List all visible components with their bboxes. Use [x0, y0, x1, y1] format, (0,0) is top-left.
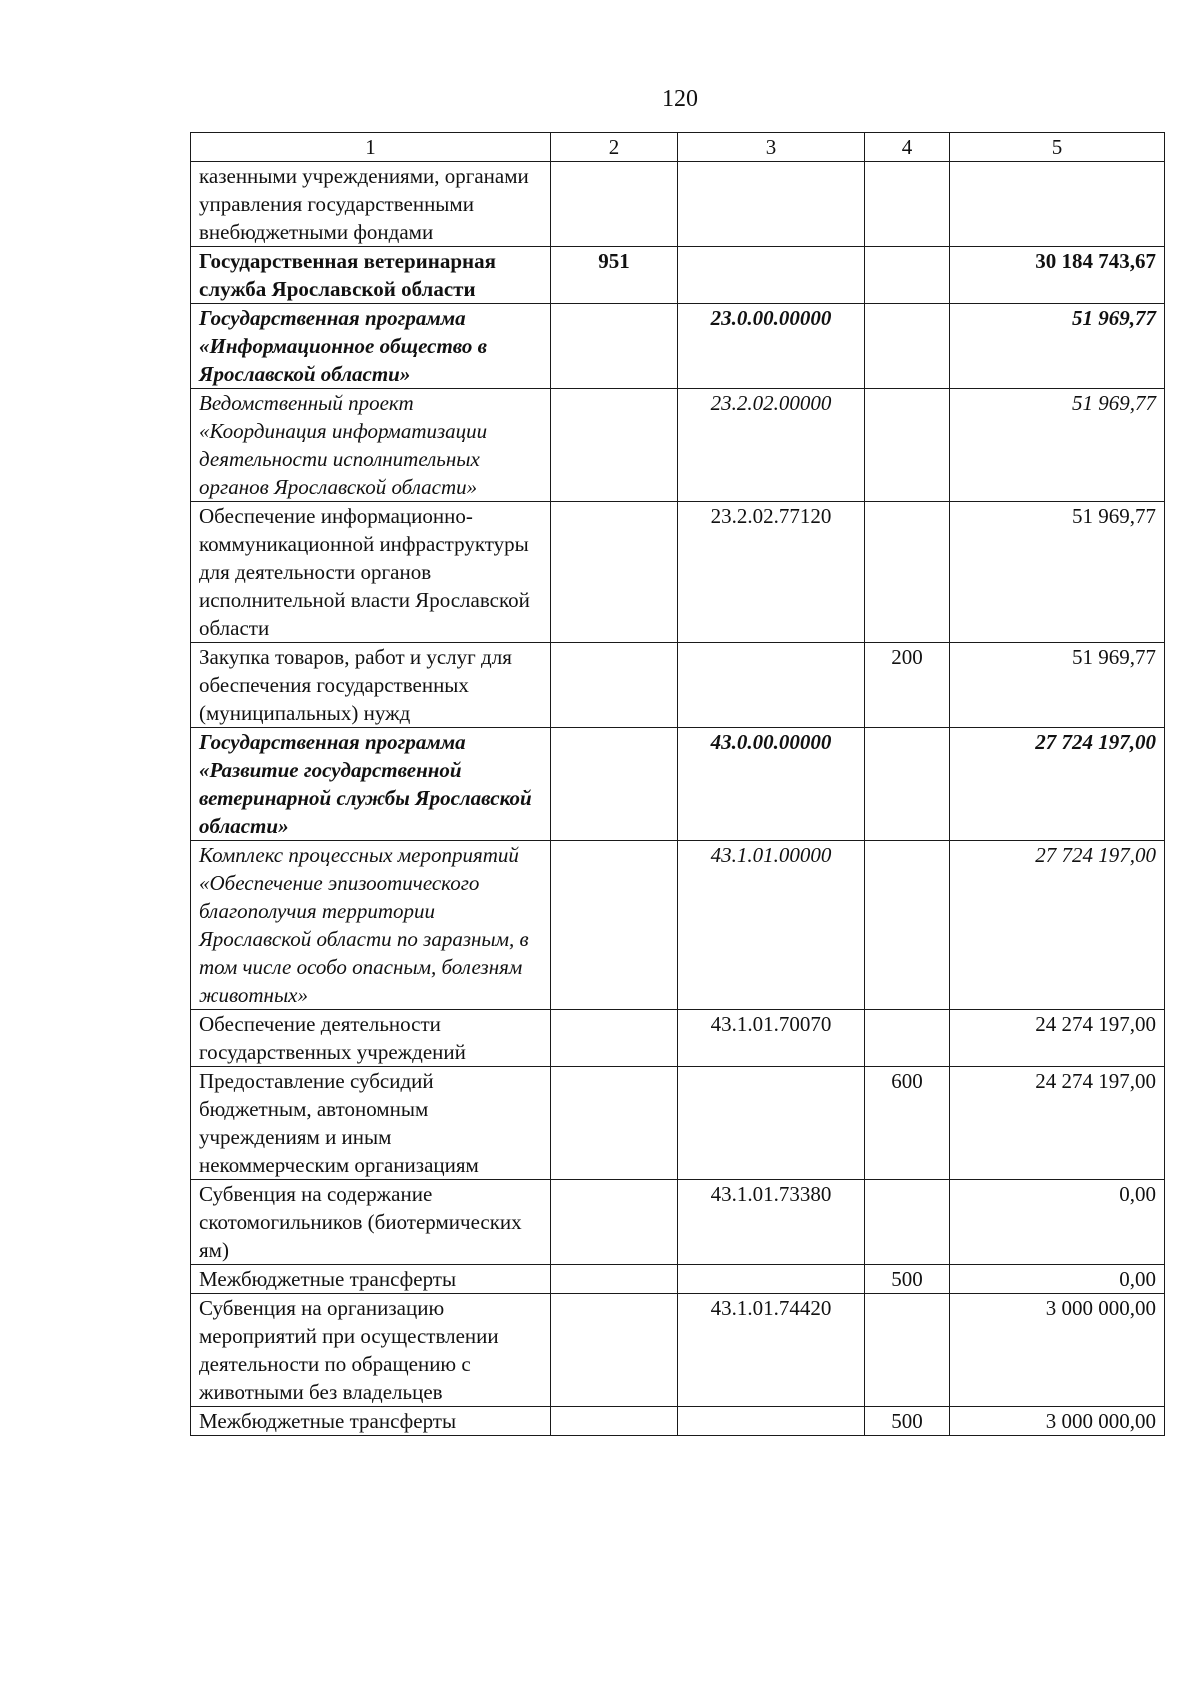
- table-row: [191, 1265, 1165, 1294]
- header-col-1: 1: [191, 133, 551, 162]
- row-target-article-cell: 43.0.00.00000: [678, 728, 865, 841]
- row-name-cell: Межбюджетные трансферты: [191, 1407, 551, 1436]
- row-target-article-cell: 23.2.02.00000: [678, 389, 865, 502]
- row-expense-type-cell: [865, 1010, 950, 1067]
- row-name-cell: Комплекс процессных мероприятий «Обеспечение эпизоотического благополучия территории Ярославской области по заразным, в том числе особо опасным, болезням животных»: [191, 841, 551, 1010]
- table-row: [191, 162, 1165, 247]
- header-col-4: 4: [865, 133, 950, 162]
- row-target-article-cell: [678, 1067, 865, 1180]
- row-amount-cell: 0,00: [950, 1180, 1165, 1265]
- header-col-5: 5: [950, 133, 1165, 162]
- table-row: [191, 728, 1165, 841]
- row-expense-type-cell: [865, 1180, 950, 1265]
- row-amount-cell: 24 274 197,00: [950, 1010, 1165, 1067]
- row-department-code-cell: [551, 841, 678, 1010]
- row-amount-cell: 51 969,77: [950, 389, 1165, 502]
- row-name-cell: Обеспечение информационно-коммуникационной инфраструктуры для деятельности органов исполнительной власти Ярославской области: [191, 502, 551, 643]
- row-target-article-cell: 43.1.01.73380: [678, 1180, 865, 1265]
- row-name-cell: Субвенция на организацию мероприятий при осуществлении деятельности по обращению с животными без владельцев: [191, 1294, 551, 1407]
- header-col-3: 3: [678, 133, 865, 162]
- row-department-code-cell: [551, 643, 678, 728]
- table-body: [191, 133, 1165, 1436]
- row-target-article-cell: [678, 162, 865, 247]
- row-target-article-cell: [678, 1407, 865, 1436]
- row-target-article-cell: [678, 643, 865, 728]
- row-expense-type-cell: [865, 247, 950, 304]
- row-name-cell: Закупка товаров, работ и услуг для обеспечения государственных (муниципальных) нужд: [191, 643, 551, 728]
- row-name-cell: Государственная ветеринарная служба Ярославской области: [191, 247, 551, 304]
- row-expense-type-cell: [865, 389, 950, 502]
- row-amount-cell: 3 000 000,00: [950, 1294, 1165, 1407]
- row-target-article-cell: [678, 1265, 865, 1294]
- table-row: [191, 1180, 1165, 1265]
- table-row: [191, 502, 1165, 643]
- row-expense-type-cell: [865, 162, 950, 247]
- table-row: [191, 389, 1165, 502]
- row-name-cell: Обеспечение деятельности государственных учреждений: [191, 1010, 551, 1067]
- row-target-article-cell: 43.1.01.70070: [678, 1010, 865, 1067]
- table-header-row: [191, 133, 1165, 162]
- table-row: [191, 1294, 1165, 1407]
- row-expense-type-cell: [865, 1294, 950, 1407]
- row-department-code-cell: [551, 728, 678, 841]
- row-amount-cell: 51 969,77: [950, 643, 1165, 728]
- row-department-code-cell: [551, 1294, 678, 1407]
- row-expense-type-cell: 200: [865, 643, 950, 728]
- row-expense-type-cell: [865, 502, 950, 643]
- row-department-code-cell: [551, 1180, 678, 1265]
- row-department-code-cell: [551, 1067, 678, 1180]
- table-row: [191, 841, 1165, 1010]
- row-expense-type-cell: [865, 304, 950, 389]
- row-amount-cell: 27 724 197,00: [950, 728, 1165, 841]
- row-name-cell: Государственная программа «Развитие государственной ветеринарной службы Ярославской области»: [191, 728, 551, 841]
- row-amount-cell: [950, 162, 1165, 247]
- table-row: [191, 1010, 1165, 1067]
- row-department-code-cell: [551, 1265, 678, 1294]
- row-target-article-cell: 43.1.01.74420: [678, 1294, 865, 1407]
- row-expense-type-cell: 500: [865, 1407, 950, 1436]
- row-name-cell: Предоставление субсидий бюджетным, автономным учреждениям и иным некоммерческим организациям: [191, 1067, 551, 1180]
- row-name-cell: Межбюджетные трансферты: [191, 1265, 551, 1294]
- row-department-code-cell: [551, 304, 678, 389]
- row-department-code-cell: 951: [551, 247, 678, 304]
- budget-table: [190, 132, 1165, 1436]
- row-name-cell: Государственная программа «Информационное общество в Ярославской области»: [191, 304, 551, 389]
- row-department-code-cell: [551, 1407, 678, 1436]
- row-expense-type-cell: 600: [865, 1067, 950, 1180]
- row-expense-type-cell: [865, 728, 950, 841]
- row-department-code-cell: [551, 389, 678, 502]
- row-target-article-cell: [678, 247, 865, 304]
- row-target-article-cell: 43.1.01.00000: [678, 841, 865, 1010]
- row-expense-type-cell: [865, 841, 950, 1010]
- table-row: [191, 304, 1165, 389]
- row-name-cell: Ведомственный проект «Координация информатизации деятельности исполнительных органов Ярославской области»: [191, 389, 551, 502]
- row-target-article-cell: 23.2.02.77120: [678, 502, 865, 643]
- header-col-2: 2: [551, 133, 678, 162]
- table-row: [191, 1407, 1165, 1436]
- row-name-cell: казенными учреждениями, органами управления государственными внебюджетными фондами: [191, 162, 551, 247]
- row-amount-cell: 24 274 197,00: [950, 1067, 1165, 1180]
- page-number: 120: [662, 86, 698, 112]
- row-amount-cell: 51 969,77: [950, 502, 1165, 643]
- row-amount-cell: 30 184 743,67: [950, 247, 1165, 304]
- row-target-article-cell: 23.0.00.00000: [678, 304, 865, 389]
- row-department-code-cell: [551, 1010, 678, 1067]
- row-expense-type-cell: 500: [865, 1265, 950, 1294]
- row-amount-cell: 3 000 000,00: [950, 1407, 1165, 1436]
- row-amount-cell: 0,00: [950, 1265, 1165, 1294]
- row-amount-cell: 51 969,77: [950, 304, 1165, 389]
- table-row: [191, 643, 1165, 728]
- row-name-cell: Субвенция на содержание скотомогильников (биотермических ям): [191, 1180, 551, 1265]
- row-department-code-cell: [551, 502, 678, 643]
- row-department-code-cell: [551, 162, 678, 247]
- table-row: [191, 1067, 1165, 1180]
- row-amount-cell: 27 724 197,00: [950, 841, 1165, 1010]
- table-row: [191, 247, 1165, 304]
